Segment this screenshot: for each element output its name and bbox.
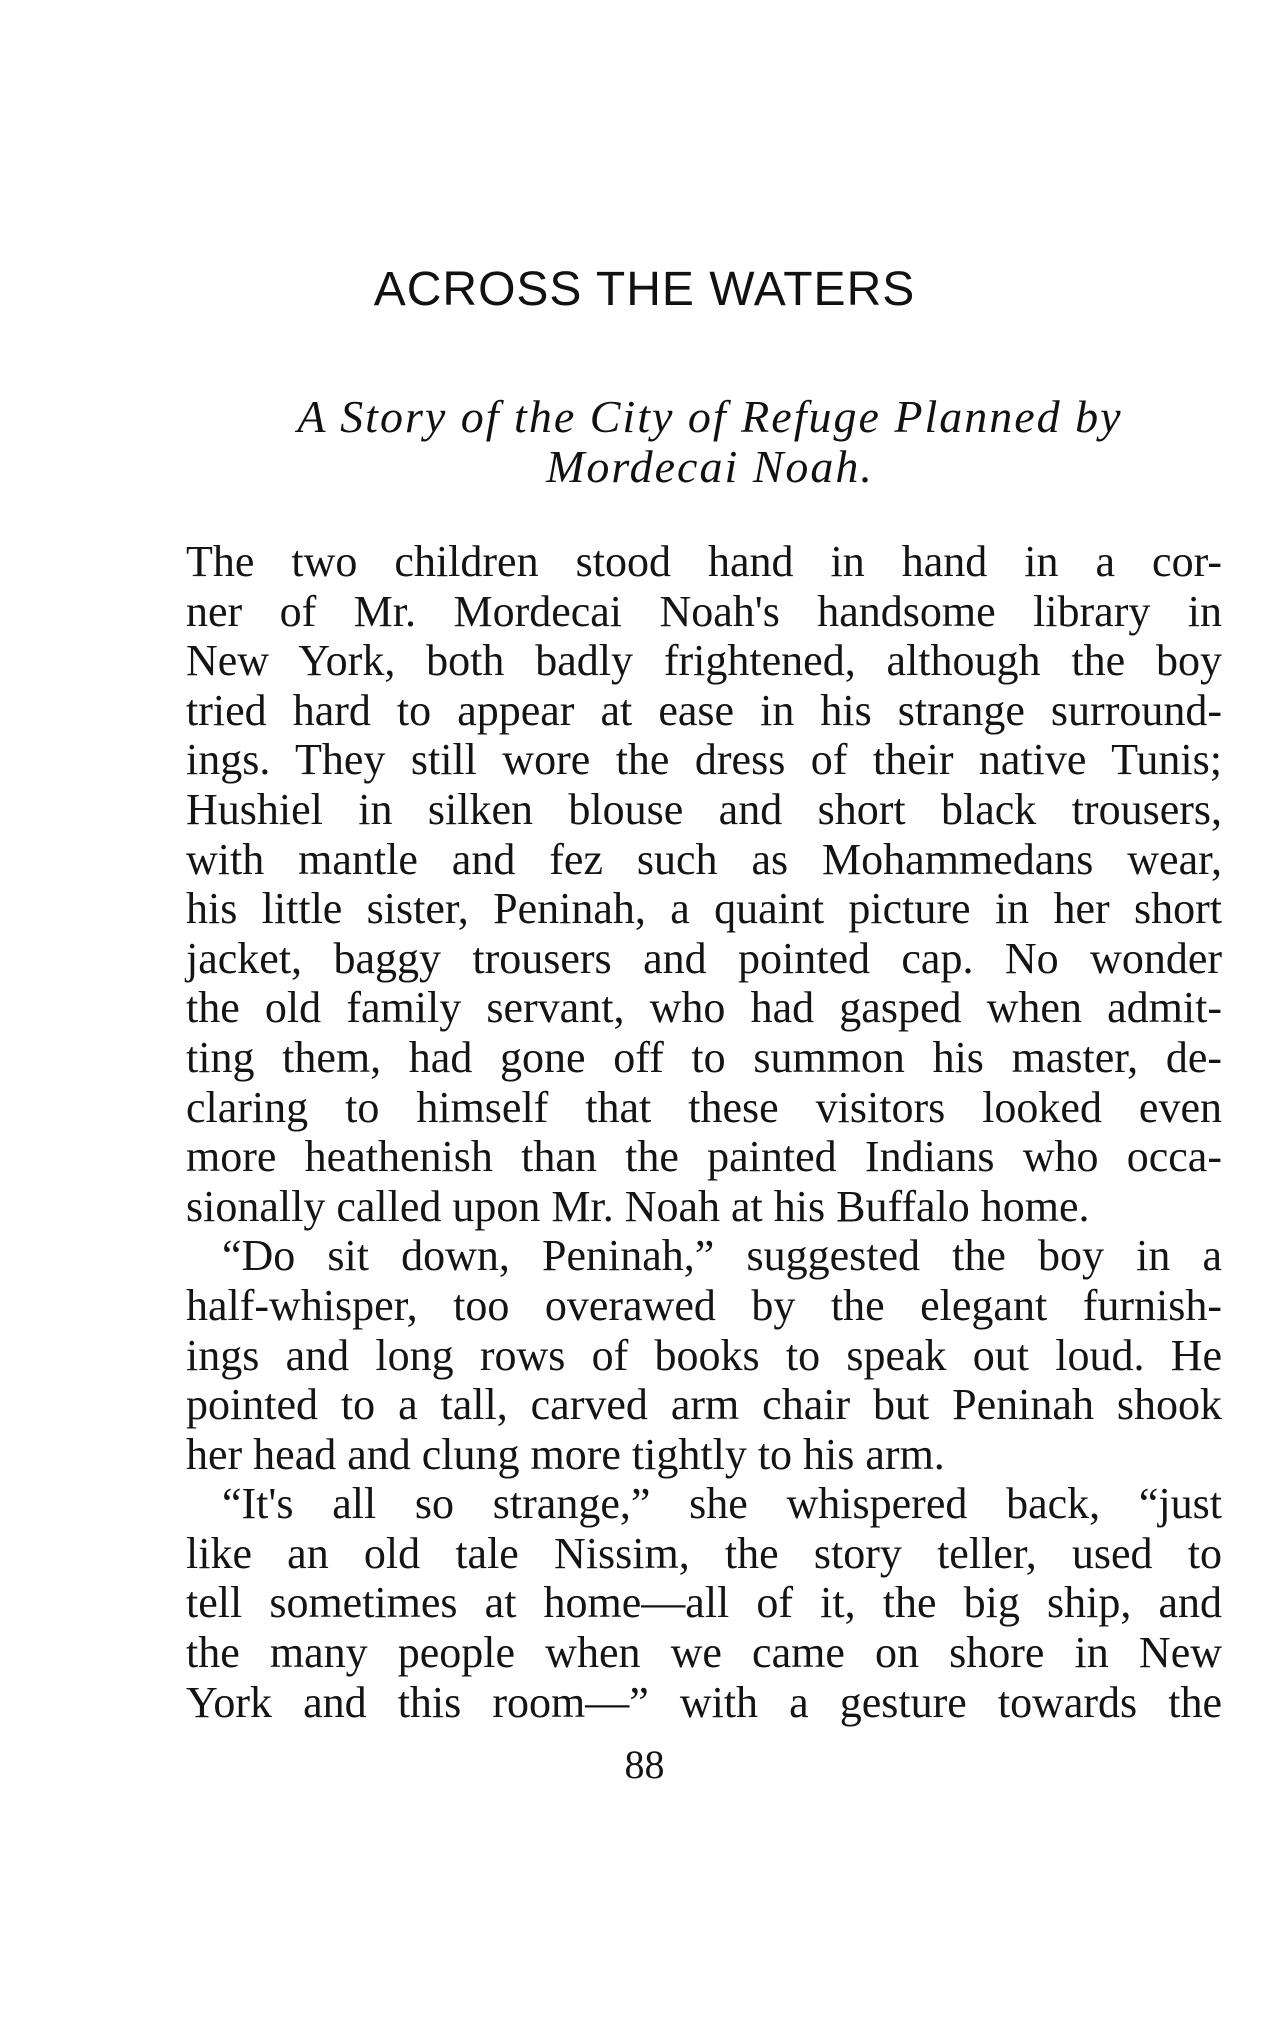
text-line: with mantle and fez such as Mohammedans wear, (186, 834, 1222, 884)
text-line: more heathenish than the painted Indians who occa- (186, 1132, 1222, 1182)
text-line: tried hard to appear at ease in his strange surround- (186, 685, 1222, 735)
text-line: The two children stood hand in hand in a cor- (186, 537, 1222, 586)
text-line: his little sister, Peninah, a quaint picture in her short (186, 884, 1222, 934)
text-line: “Do sit down, Peninah,” suggested the boy in a (222, 1231, 1222, 1281)
text-line: her head and clung more tightly to his arm. (186, 1429, 945, 1479)
text-line: claring to himself that these visitors looked even (186, 1082, 1222, 1132)
text-line: the many people when we came on shore in New (186, 1628, 1222, 1678)
text-line: like an old tale Nissim, the story teller, used to (186, 1528, 1222, 1578)
body-text (186, 537, 1222, 1727)
text-line: jacket, baggy trousers and pointed cap. No wonder (186, 933, 1222, 983)
text-line: ner of Mr. Mordecai Noah's handsome library in (186, 586, 1222, 636)
text-line: “It's all so strange,” she whispered back, “just (222, 1479, 1222, 1529)
page-number: 88 (624, 1742, 665, 1787)
chapter-subtitle (230, 392, 1190, 492)
text-line: half-whisper, too overawed by the elegant furnish- (186, 1280, 1222, 1330)
text-line: tell sometimes at home—all of it, the big ship, and (186, 1578, 1222, 1628)
subtitle-line: A Story of the City of Refuge Planned by (297, 391, 1123, 442)
subtitle-line: Mordecai Noah. (546, 441, 874, 492)
chapter-title: ACROSS THE WATERS (373, 263, 916, 316)
text-line: pointed to a tall, carved arm chair but Peninah shook (186, 1380, 1222, 1430)
text-line: sionally called upon Mr. Noah at his Buffalo home. (186, 1181, 1090, 1231)
text-line: New York, both badly frightened, although the boy (186, 636, 1222, 686)
text-line: ings and long rows of books to speak out loud. He (186, 1330, 1222, 1380)
text-line: ting them, had gone off to summon his master, de- (186, 1032, 1222, 1082)
text-line: ings. They still wore the dress of their native Tunis; (186, 735, 1222, 785)
text-line: York and this room—” with a gesture towards the (186, 1677, 1222, 1727)
text-line: the old family servant, who had gasped when admit- (186, 983, 1222, 1033)
text-line: Hushiel in silken blouse and short black trousers, (186, 784, 1222, 834)
